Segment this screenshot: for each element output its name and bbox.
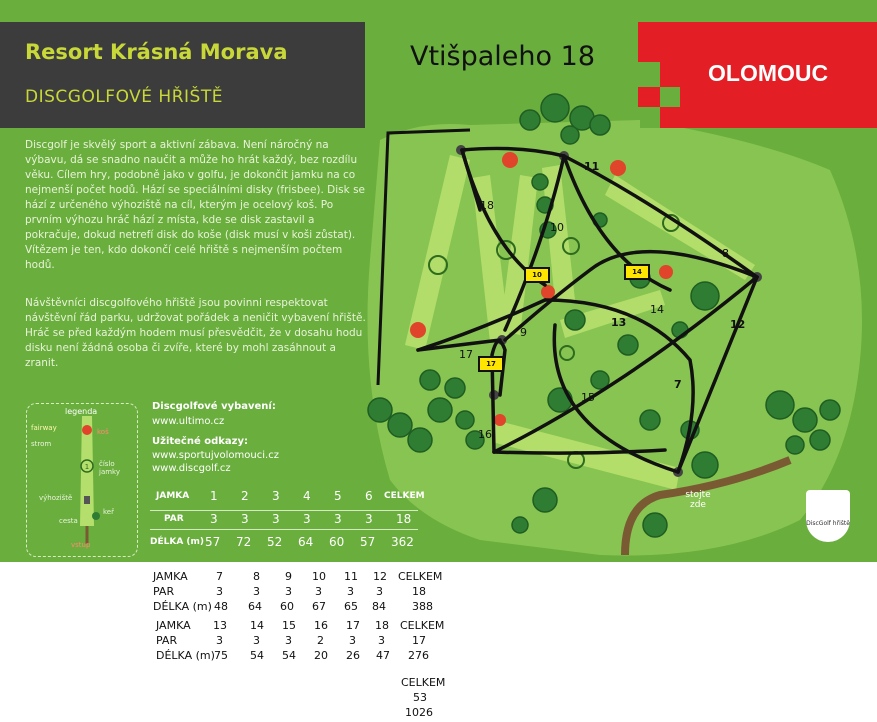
table-total: 388 bbox=[412, 600, 433, 613]
olomouc-logo-mark bbox=[638, 22, 682, 128]
hole-marker-tag: 17 bbox=[478, 356, 504, 372]
table-cell: 3 bbox=[253, 634, 260, 647]
course-subtitle: DISCGOLFOVÉ HŘIŠTĚ bbox=[25, 87, 223, 107]
table-cell: 20 bbox=[314, 649, 328, 662]
table-cell: 26 bbox=[346, 649, 360, 662]
scorecard-cell: 52 bbox=[267, 535, 283, 549]
table-cell: 3 bbox=[253, 585, 260, 598]
hole-marker-tag: 14 bbox=[624, 264, 650, 280]
table-total: CELKEM bbox=[398, 570, 443, 583]
map-hole-label: 16 bbox=[478, 428, 492, 441]
grand-total-label: CELKEM bbox=[401, 676, 446, 689]
map-hole-label: 14 bbox=[650, 303, 664, 316]
stand-here-label: stojte zde bbox=[685, 490, 711, 510]
legend-title: legenda bbox=[65, 407, 98, 416]
table-cell: 9 bbox=[285, 570, 292, 583]
table-cell: 54 bbox=[250, 649, 264, 662]
table-total: CELKEM bbox=[400, 619, 445, 632]
scorecard-cell: 57 bbox=[205, 535, 221, 549]
table-cell: 3 bbox=[378, 634, 385, 647]
table-cell: 65 bbox=[344, 600, 358, 613]
links-title: Užitečné odkazy: bbox=[152, 436, 249, 447]
scorecard-cell: 72 bbox=[236, 535, 252, 549]
scorecard-cell: 4 bbox=[303, 489, 311, 503]
table-cell: 3 bbox=[347, 585, 354, 598]
page-headline: Vtišpaleho 18 bbox=[410, 41, 595, 72]
table-cell: 3 bbox=[315, 585, 322, 598]
scorecard-total-header: CELKEM bbox=[384, 491, 425, 501]
link-discgolf[interactable]: www.discgolf.cz bbox=[152, 463, 231, 474]
table-cell: 8 bbox=[253, 570, 260, 583]
table-cell: 3 bbox=[285, 634, 292, 647]
table-cell: 2 bbox=[317, 634, 324, 647]
map-hole-label: 12 bbox=[730, 318, 746, 331]
legend-bush: keř bbox=[103, 508, 114, 516]
table-cell: 48 bbox=[214, 600, 228, 613]
table-cell: 3 bbox=[216, 585, 223, 598]
table-cell: 10 bbox=[312, 570, 326, 583]
table-cell: 84 bbox=[372, 600, 386, 613]
table-label: JAMKA bbox=[153, 570, 188, 583]
table-cell: 54 bbox=[282, 649, 296, 662]
table-label: DÉLKA (m) bbox=[153, 600, 212, 613]
legend-entrance: vstup bbox=[71, 541, 91, 549]
discgolf-logo-text: DiscGolf hřiště bbox=[806, 520, 850, 527]
scorecard-cell: 64 bbox=[298, 535, 314, 549]
map-hole-label: 9 bbox=[520, 326, 527, 339]
scorecard-cell: 3 bbox=[365, 512, 373, 526]
legend-fairway: fairway bbox=[31, 424, 57, 432]
scorecard-label-jamka: JAMKA bbox=[156, 491, 190, 501]
map-hole-label: 11 bbox=[584, 160, 600, 173]
table-cell: 18 bbox=[375, 619, 389, 632]
scorecard-cell: 3 bbox=[241, 512, 249, 526]
link-sportuj[interactable]: www.sportujvolomouci.cz bbox=[152, 450, 279, 461]
scorecard-cell: 2 bbox=[241, 489, 249, 503]
legend-tree: strom bbox=[31, 440, 52, 448]
scorecard-line bbox=[150, 510, 418, 511]
table-cell: 12 bbox=[373, 570, 387, 583]
scorecard-cell: 6 bbox=[365, 489, 373, 503]
table-total: 17 bbox=[412, 634, 426, 647]
hole-marker-tag: 10 bbox=[524, 267, 550, 283]
table-cell: 47 bbox=[376, 649, 390, 662]
table-cell: 3 bbox=[349, 634, 356, 647]
map-hole-label: 10 bbox=[550, 221, 564, 234]
table-cell: 3 bbox=[285, 585, 292, 598]
map-hole-label: 15 bbox=[581, 391, 595, 404]
legend-basket: koš bbox=[97, 428, 109, 436]
table-label: PAR bbox=[153, 585, 175, 598]
legend-path: cesta bbox=[59, 517, 78, 525]
scorecard-line bbox=[150, 529, 418, 530]
scorecard-total: 18 bbox=[396, 512, 412, 526]
table-cell: 75 bbox=[214, 649, 228, 662]
legend-box bbox=[26, 403, 138, 557]
scorecard-cell: 5 bbox=[334, 489, 342, 503]
table-cell: 7 bbox=[216, 570, 223, 583]
equipment-link[interactable]: www.ultimo.cz bbox=[152, 416, 225, 427]
table-cell: 3 bbox=[216, 634, 223, 647]
scorecard-cell: 3 bbox=[334, 512, 342, 526]
scorecard-cell: 3 bbox=[272, 512, 280, 526]
scorecard-cell: 1 bbox=[210, 489, 218, 503]
table-cell: 11 bbox=[344, 570, 358, 583]
intro-paragraph: Discgolf je skvělý sport a aktivní zábava. Není náročný na výbavu, dá se snadno naučit a může ho hrát každý, bez rozdílu věku. Cílem hry, podobně jako v golfu, je dokončit jamku na co nejmenší počet hodů. Hází se speciálními disky (frisbee). Disk se hází z určeného výhoziště na cíl, kterým je ocelový koš. Po prvním výhozu hráč hází z místa, kde se disk zastavil a pokračuje, dokud netrefí disk do koše (disk musí v koši zůstat). Vítězem je ten, kdo dokončí celé hřiště s nejmenším počtem hodů. bbox=[25, 139, 365, 271]
scorecard-cell: 3 bbox=[303, 512, 311, 526]
grand-total-length: 1026 bbox=[405, 706, 433, 719]
olomouc-text: OLOMOUC bbox=[708, 60, 829, 86]
legend-hole-number: číslo jamky bbox=[99, 460, 120, 476]
map-hole-label: 7 bbox=[674, 378, 682, 391]
table-cell: 64 bbox=[248, 600, 262, 613]
table-total: 18 bbox=[412, 585, 426, 598]
map-hole-label: 17 bbox=[459, 348, 473, 361]
table-cell: 17 bbox=[346, 619, 360, 632]
map-hole-label: 8 bbox=[722, 247, 729, 260]
resort-title: Resort Krásná Morava bbox=[25, 40, 288, 64]
table-label: PAR bbox=[156, 634, 178, 647]
scorecard-cell: 3 bbox=[272, 489, 280, 503]
map-hole-label: 13 bbox=[611, 316, 627, 329]
legend-tee: výhoziště bbox=[39, 494, 73, 502]
scorecard-cell: 60 bbox=[329, 535, 345, 549]
table-label: JAMKA bbox=[156, 619, 191, 632]
table-cell: 67 bbox=[312, 600, 326, 613]
table-cell: 16 bbox=[314, 619, 328, 632]
map-hole-label: 18 bbox=[480, 199, 494, 212]
scorecard-cell: 57 bbox=[360, 535, 376, 549]
scorecard-cell: 3 bbox=[210, 512, 218, 526]
rules-paragraph: Návštěvníci discgolfového hřiště jsou povinni respektovat návštěvní řád parku, udržovat pořádek a neničit vybavení hřiště. Hráč se před každým hodem musí přesvědčit, že v dosahu hodu disku není žádná osoba či zvíře, které by mohl zasáhnout a zranit. bbox=[25, 297, 366, 369]
grand-total-par: 53 bbox=[413, 691, 427, 704]
title-banner bbox=[0, 22, 365, 128]
table-cell: 3 bbox=[376, 585, 383, 598]
table-cell: 13 bbox=[213, 619, 227, 632]
table-total: 276 bbox=[408, 649, 429, 662]
equipment-title: Discgolfové vybavení: bbox=[152, 401, 276, 412]
scorecard-label-par: PAR bbox=[164, 514, 184, 524]
discgolf-logo bbox=[806, 490, 850, 542]
scorecard-total: 362 bbox=[391, 535, 414, 549]
svg-text:1: 1 bbox=[84, 463, 90, 471]
table-cell: 14 bbox=[250, 619, 264, 632]
table-cell: 60 bbox=[280, 600, 294, 613]
table-cell: 15 bbox=[282, 619, 296, 632]
table-label: DÉLKA (m) bbox=[156, 649, 215, 662]
scorecard-label-length: DÉLKA (m) bbox=[150, 537, 205, 547]
